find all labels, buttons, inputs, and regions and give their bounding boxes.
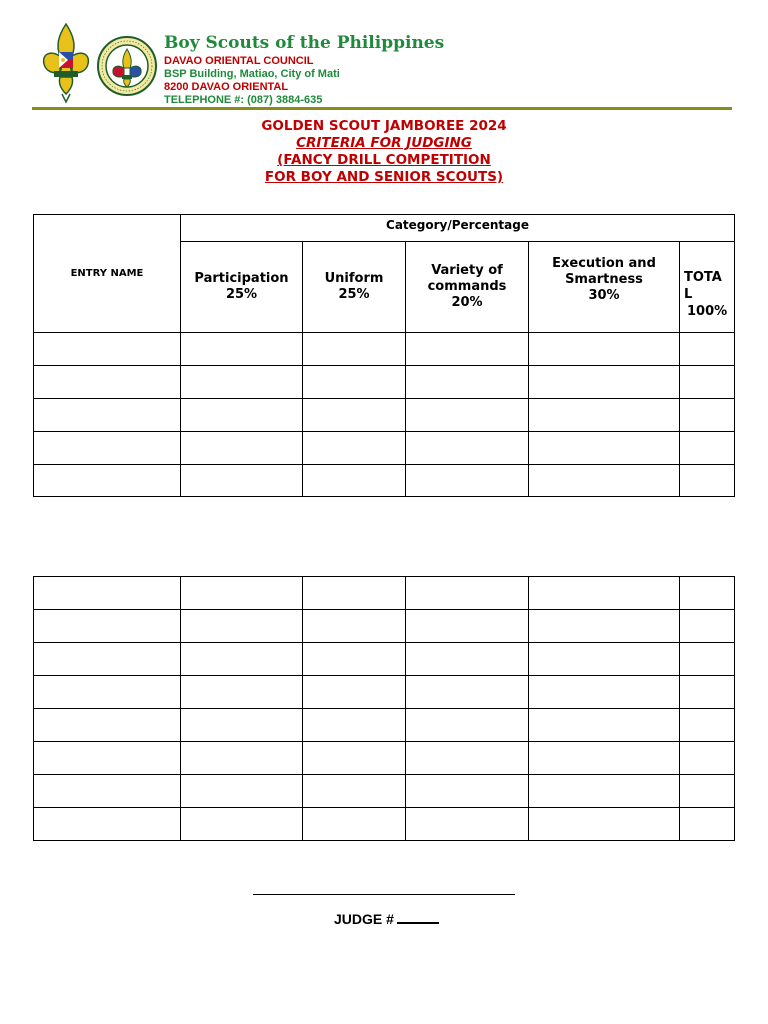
table-row [34,465,735,497]
uniform-percent: 25% [338,287,370,302]
total-cell[interactable] [680,775,735,808]
council-name: DAVAO ORIENTAL COUNCIL [164,55,314,67]
score-cell[interactable] [181,432,303,465]
entry-cell[interactable] [34,610,181,643]
total-header [680,242,735,333]
score-cell[interactable] [303,610,406,643]
score-cell[interactable] [529,366,680,399]
score-cell[interactable] [181,709,303,742]
entry-cell[interactable] [34,808,181,841]
table-row [34,775,735,808]
score-cell[interactable] [181,465,303,497]
entry-cell[interactable] [34,399,181,432]
table-row [34,643,735,676]
judging-table-1 [33,214,735,497]
score-cell[interactable] [303,643,406,676]
score-cell[interactable] [303,333,406,366]
score-cell[interactable] [529,432,680,465]
score-cell[interactable] [406,775,529,808]
score-cell[interactable] [529,399,680,432]
score-cell[interactable] [303,808,406,841]
entry-cell[interactable] [34,366,181,399]
criteria-heading-text: CRITERIA FOR JUDGING [296,135,472,151]
score-cell[interactable] [406,333,529,366]
organization-name: Boy Scouts of the Philippines [164,33,445,53]
score-cell[interactable] [529,577,680,610]
table-row [34,432,735,465]
execution-label-1: Execution and [552,256,656,271]
score-cell[interactable] [406,366,529,399]
score-cell[interactable] [303,399,406,432]
competition-heading-text: (FANCY DRILL COMPETITION [277,152,491,168]
entry-name-header: ENTRY NAME [34,215,181,333]
score-cell[interactable] [181,742,303,775]
score-cell[interactable] [529,709,680,742]
score-cell[interactable] [529,465,680,497]
execution-label-2: Smartness [565,272,643,287]
uniform-label: Uniform [324,271,384,286]
score-cell[interactable] [529,610,680,643]
score-cell[interactable] [406,610,529,643]
execution-header [529,242,680,333]
total-cell[interactable] [680,643,735,676]
participation-header [181,242,303,333]
score-cell[interactable] [406,742,529,775]
total-label-1: TOTA [684,269,722,285]
score-cell[interactable] [406,432,529,465]
bsp-council-seal-icon [97,35,157,97]
score-cell[interactable] [406,709,529,742]
entry-cell[interactable] [34,465,181,497]
variety-header [406,242,529,333]
total-percent: 100% [687,303,728,319]
entry-cell[interactable] [34,577,181,610]
total-cell[interactable] [680,610,735,643]
score-cell[interactable] [529,808,680,841]
competition-heading [0,152,768,168]
entry-cell[interactable] [34,432,181,465]
total-cell[interactable] [680,333,735,366]
score-cell[interactable] [303,742,406,775]
score-cell[interactable] [303,775,406,808]
total-cell[interactable] [680,676,735,709]
execution-percent: 30% [588,288,620,303]
entry-cell[interactable] [34,333,181,366]
variety-label-1: Variety of [431,263,503,278]
score-cell[interactable] [181,577,303,610]
score-cell[interactable] [303,465,406,497]
variety-percent: 20% [451,295,483,310]
score-cell[interactable] [181,399,303,432]
variety-label-2: commands [427,279,507,294]
table-row [34,610,735,643]
participation-percent: 25% [225,287,258,302]
uniform-header [303,242,406,333]
score-cell[interactable] [406,465,529,497]
total-cell[interactable] [680,465,735,497]
score-cell[interactable] [529,643,680,676]
total-label-2: L [684,286,693,302]
score-cell[interactable] [529,676,680,709]
score-cell[interactable] [529,333,680,366]
total-cell[interactable] [680,742,735,775]
judge-number-blank[interactable] [397,910,439,924]
score-cell[interactable] [406,643,529,676]
table-row [34,399,735,432]
table-row [34,709,735,742]
entry-cell[interactable] [34,775,181,808]
entry-cell[interactable] [34,643,181,676]
bsp-fleur-de-lis-emblem-icon [40,22,92,104]
score-cell[interactable] [406,577,529,610]
score-cell[interactable] [181,676,303,709]
header-row-category [34,215,735,242]
total-cell[interactable] [680,577,735,610]
entry-cell[interactable] [34,709,181,742]
score-cell[interactable] [181,643,303,676]
judge-label-text: JUDGE # [334,911,394,927]
score-cell[interactable] [303,432,406,465]
event-title: GOLDEN SCOUT JAMBOREE 2024 [261,118,507,134]
score-cell[interactable] [529,775,680,808]
total-cell[interactable] [680,709,735,742]
score-cell[interactable] [181,808,303,841]
participation-label: Participation [194,271,289,286]
table-row [34,333,735,366]
judge-label [334,910,439,927]
criteria-heading [0,135,768,151]
total-cell[interactable] [680,808,735,841]
participants-heading [0,169,768,185]
address-line: BSP Building, Matiao, City of Mati [164,68,340,80]
score-cell[interactable] [303,577,406,610]
header-divider [32,107,732,110]
table-row [34,742,735,775]
score-cell[interactable] [181,333,303,366]
score-cell[interactable] [181,775,303,808]
total-cell[interactable] [680,366,735,399]
score-cell[interactable] [406,676,529,709]
entry-cell[interactable] [34,676,181,709]
telephone-line: TELEPHONE #: (087) 3884-635 [164,94,323,106]
score-cell[interactable] [529,742,680,775]
judging-table-2 [33,576,735,841]
participants-heading-text: FOR BOY AND SENIOR SCOUTS) [264,169,504,185]
table-row [34,366,735,399]
category-header: Category/Percentage [181,215,735,242]
score-cell[interactable] [406,399,529,432]
signature-line [253,894,515,895]
total-cell[interactable] [680,432,735,465]
total-cell[interactable] [680,399,735,432]
score-cell[interactable] [181,366,303,399]
score-cell[interactable] [303,709,406,742]
score-cell[interactable] [303,676,406,709]
table-row [34,676,735,709]
postal-line: 8200 DAVAO ORIENTAL [164,81,289,93]
score-cell[interactable] [181,610,303,643]
table-row [34,577,735,610]
score-cell[interactable] [406,808,529,841]
entry-cell[interactable] [34,742,181,775]
table-row [34,808,735,841]
score-cell[interactable] [303,366,406,399]
